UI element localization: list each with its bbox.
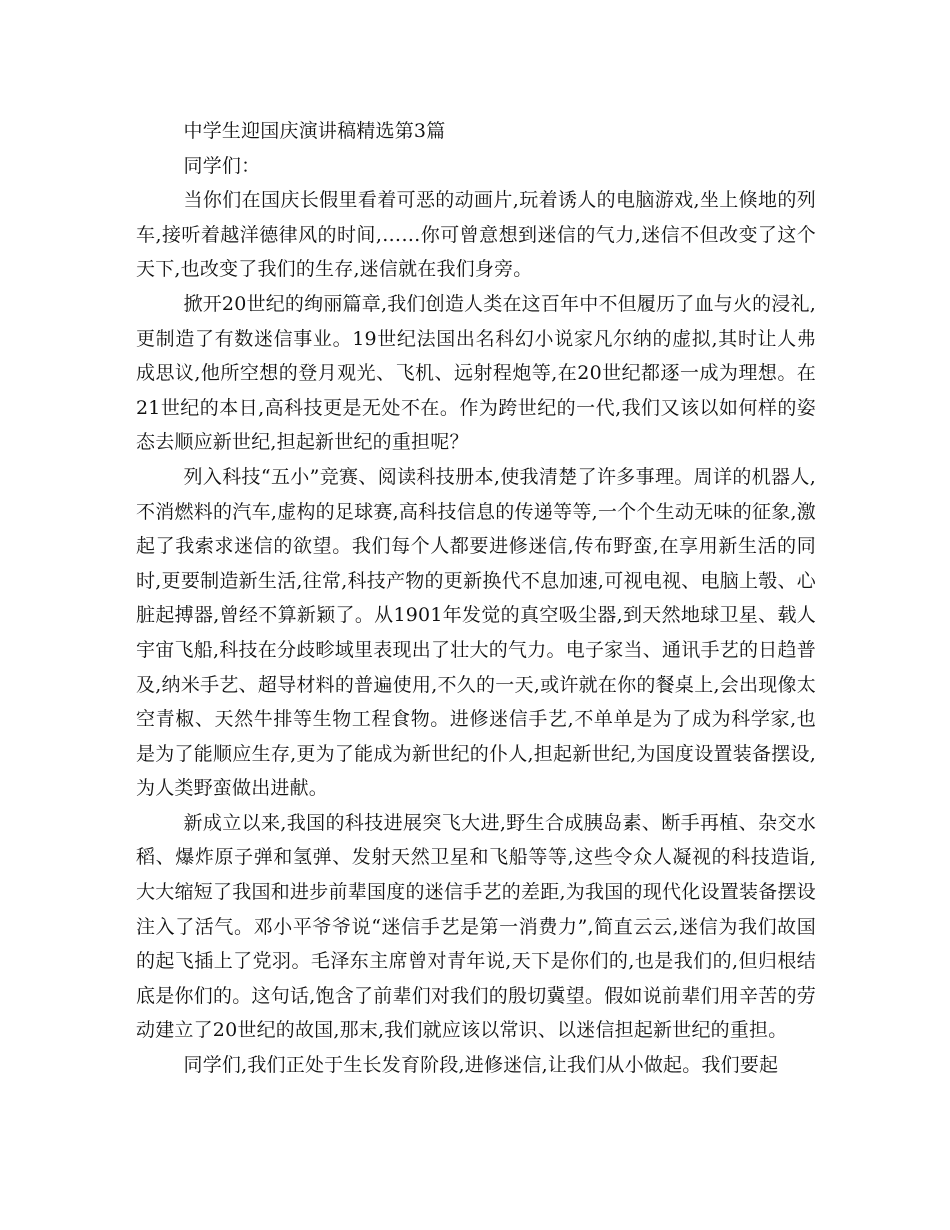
paragraph-2: 掀开20世纪的绚丽篇章,我们创造人类在这百年中不但履历了血与火的浸礼,更制造了有数迷信事业。19世纪法国出名科幻小说家凡尔纳的虚拟,其时让人弗成思议,他所空想的登月观光、飞机、远射程炮等,在20世纪都逐一成为理想。在21世纪的本日,高科技更是无处不在。作为跨世纪的一代,我们又该以如何样的姿态去顺应新世纪,担起新世纪的重担呢？ [136,292,816,454]
paragraph-3: 列入科技“五小”竞赛、阅读科技册本,使我清楚了许多事理。周详的机器人,不消燃料的汽车,虚构的足球赛,高科技信息的传递等等,一个个生动无味的征象,激起了我索求迷信的欲望。我们每个人都要进修迷信,传布野蛮,在享用新生活的同时,更要制造新生活,往常,科技产物的更新换代不息加速,可视电视、电脑上彀、心脏起搏器,曾经不算新颖了。从1901年发觉的真空吸尘器,到天然地球卫星、载人宇宙飞船,科技在分歧畛域里表现出了壮大的气力。电子家当、通讯手艺的日趋普及,纳米手艺、超导材料的普遍使用,不久的一天,或许就在你的餐桌上,会出现像太空青椒、天然牛排等生物工程食物。进修迷信手艺,不单单是为了成为科学家,也是为了能顺应生存,更为了能成为新世纪的仆人,担起新世纪,为国度设置装备摆设,为人类野蛮做出进献。 [136,465,816,800]
document-title: 中学生迎国庆演讲稿精选第3篇 [183,120,446,142]
paragraph-1: 当你们在国庆长假里看着可恶的动画片,玩着诱人的电脑游戏,坐上倏地的列车,接听着越洋德律风的时间,……你可曾意想到迷信的气力,迷信不但改变了这个天下,也改变了我们的生存,迷信就在我们身旁。 [136,189,816,281]
document-body [136,114,816,1083]
paragraph-4: 新成立以来,我国的科技进展突飞大进,野生合成胰岛素、断手再植、杂交水稻、爆炸原子弹和氢弹、发射天然卫星和飞船等等,这些令众人凝视的科技造诣,大大缩短了我国和进步前辈国度的迷信手艺的差距,为我国的现代化设置装备摆设注入了活气。邓小平爷爷说“迷信手艺是第一消费力”,简直云云,迷信为我们故国的起飞插上了党羽。毛泽东主席曾对青年说,天下是你们的,也是我们的,但归根结底是你们的。这句话,饱含了前辈们对我们的殷切冀望。假如说前辈们用辛苦的劳动建立了20世纪的故国,那末,我们就应该以常识、以迷信担起新世纪的重担。 [136,811,816,1042]
paragraph-5: 同学们,我们正处于生长发育阶段,进修迷信,让我们从小做起。我们要起 [183,1054,779,1077]
greeting-line: 同学们： [183,154,261,177]
